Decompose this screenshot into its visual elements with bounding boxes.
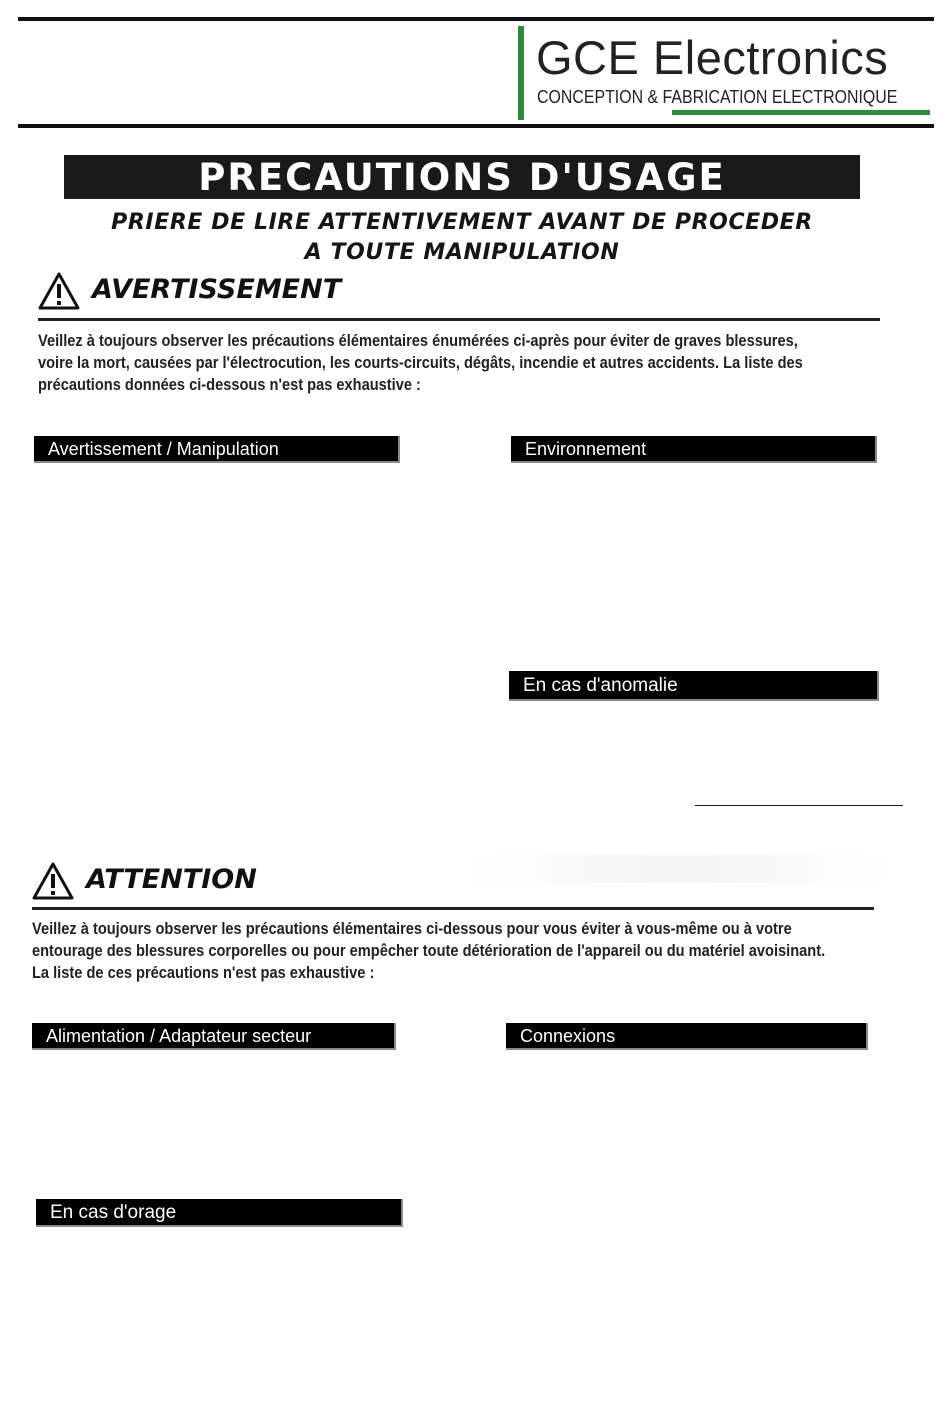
warning-section-header [38,272,878,312]
label-anomalie: En cas d'anomalie [509,671,879,701]
brand-logo [518,26,934,120]
attention-section-header [32,862,872,902]
warning-heading: AVERTISSEMENT [92,274,342,305]
warning-line-3: précautions données ci-dessous n'est pas exhaustive : [38,375,421,394]
warning-line-1: Veillez à toujours observer les précautions élémentaires énumérées ci-après pour éviter de graves blessures, [38,331,798,350]
warning-line-2: voire la mort, causées par l'électrocution, les courts-circuits, dégâts, incendie et autres accidents. La liste des [38,353,803,372]
subtitle-line-2: A TOUTE MANIPULATION [304,240,620,265]
label-alimentation: Alimentation / Adaptateur secteur [32,1023,396,1050]
logo-underline [672,110,930,115]
warning-paragraph [38,330,877,396]
brand-tagline: CONCEPTION & FABRICATION ELECTRONIQUE [537,86,898,107]
label-environnement: Environnement [511,436,877,463]
separator-line [695,805,903,806]
warning-rule [38,318,880,321]
attention-rule [32,907,874,910]
attention-line-1: Veillez à toujours observer les précautions élémentaires ci-dessous pour vous éviter à vous-même ou à votre [32,919,792,938]
subtitle-line-1: PRIERE DE LIRE ATTENTIVEMENT AVANT DE PROCEDER [111,210,813,235]
header-bottom-rule [18,124,934,128]
attention-line-3: La liste de ces précautions n'est pas exhaustive : [32,963,375,982]
header-top-rule [18,17,934,21]
warning-triangle-icon [32,862,74,900]
brand-name: GCE Electronics [536,31,889,84]
label-manipulation: Avertissement / Manipulation [34,436,400,463]
warning-triangle-icon [38,272,80,310]
attention-paragraph [32,918,871,984]
page-title-bar [64,155,860,199]
label-connexions: Connexions [506,1023,868,1050]
attention-line-2: entourage des blessures corporelles ou pour empêcher toute détérioration de l'appareil ou du matériel avoisinant. [32,941,826,960]
page-title: PRECAUTIONS D'USAGE [198,155,726,199]
logo-accent-bar [518,26,524,120]
attention-heading: ATTENTION [86,864,257,895]
label-orage: En cas d'orage [36,1199,403,1227]
